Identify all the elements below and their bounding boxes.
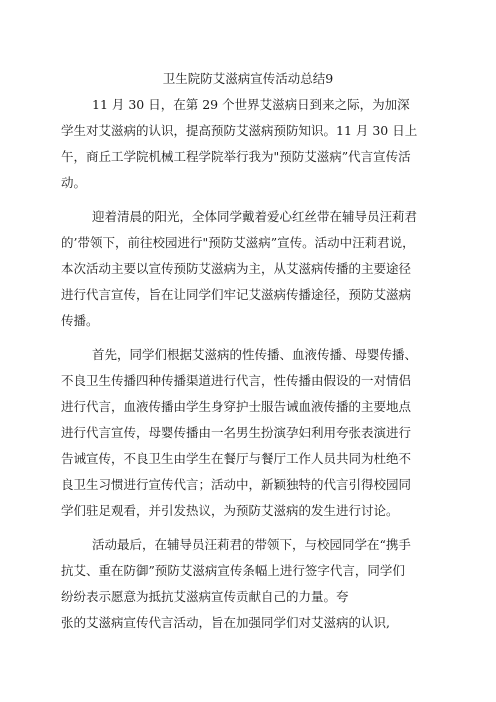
- paragraph-3-line-7: 学们驻足观看，并引发热议，为预防艾滋病的发生进行讨论。: [61, 503, 399, 518]
- paragraph-2-line-3: 本次活动主要以宣传预防艾滋病为主，从艾滋病传播的主要途径: [61, 261, 412, 276]
- paragraph-4-line-4: 张的艾滋病宣传代言活动，旨在加强同学们对艾滋病的认识,: [61, 615, 390, 630]
- paragraph-3-line-5: 告诫宣传，不良卫生由学生在餐厅与餐厅工作人员共同为杜绝不: [61, 451, 412, 466]
- paragraph-2-line-1: 迎着清晨的阳光，全体同学戴着爱心红丝带在辅导员汪莉君: [92, 209, 418, 224]
- paragraph-1-line-4: 动。: [61, 175, 87, 190]
- paragraph-4-line-3: 纷纷表示愿意为抵抗艾滋病宣传贡献自己的力量。夸: [61, 589, 349, 604]
- paragraph-1-line-3: 午，商丘工学院机械工程学院举行我为"预防艾滋病”代言宣传活: [61, 149, 411, 164]
- paragraph-3-line-4: 进行代言宣传，母婴传播由一名男生扮演孕妇利用夸张表演进行: [61, 425, 412, 440]
- paragraph-1-line-1: 11 月 30 日，在第 29 个世界艾滋病日到来之际，为加深: [92, 97, 410, 112]
- document-title: 卫生院防艾滋病宣传活动总结9: [162, 71, 334, 86]
- paragraph-1-line-2: 学生对艾滋病的认识，提高预防艾滋病预防知识。11 月 30 日上: [61, 123, 418, 138]
- paragraph-4-line-2: 抗艾、重在防御”预防艾滋病宣传条幅上进行签字代言，同学们: [61, 563, 405, 578]
- paragraph-3-line-2: 不良卫生传播四种传播渠道进行代言，性传播由假设的一对情侣: [61, 373, 412, 388]
- paragraph-2-line-2: 的’带领下，前往校园进行"预防艾滋病”宣传。活动中汪莉君说，: [61, 235, 415, 250]
- paragraph-2-line-4: 进行代言宣传，旨在让同学们牢记艾滋病传播途径，预防艾滋病: [61, 287, 412, 302]
- paragraph-3-line-6: 良卫生习惯进行宣传代言；活动中，新颖独特的代言引得校园同: [61, 477, 412, 492]
- paragraph-3-line-3: 进行代言，血液传播由学生身穿护士服告诫血液传播的主要地点: [61, 399, 412, 414]
- paragraph-3-line-1: 首先，同学们根据艾滋病的性传播、血液传播、母婴传播、: [92, 347, 418, 362]
- paragraph-4-line-1: 活动最后，在辅导员汪莉君的带领下，与校园同学在“携手: [92, 537, 411, 552]
- paragraph-2-line-5: 传播。: [61, 313, 99, 328]
